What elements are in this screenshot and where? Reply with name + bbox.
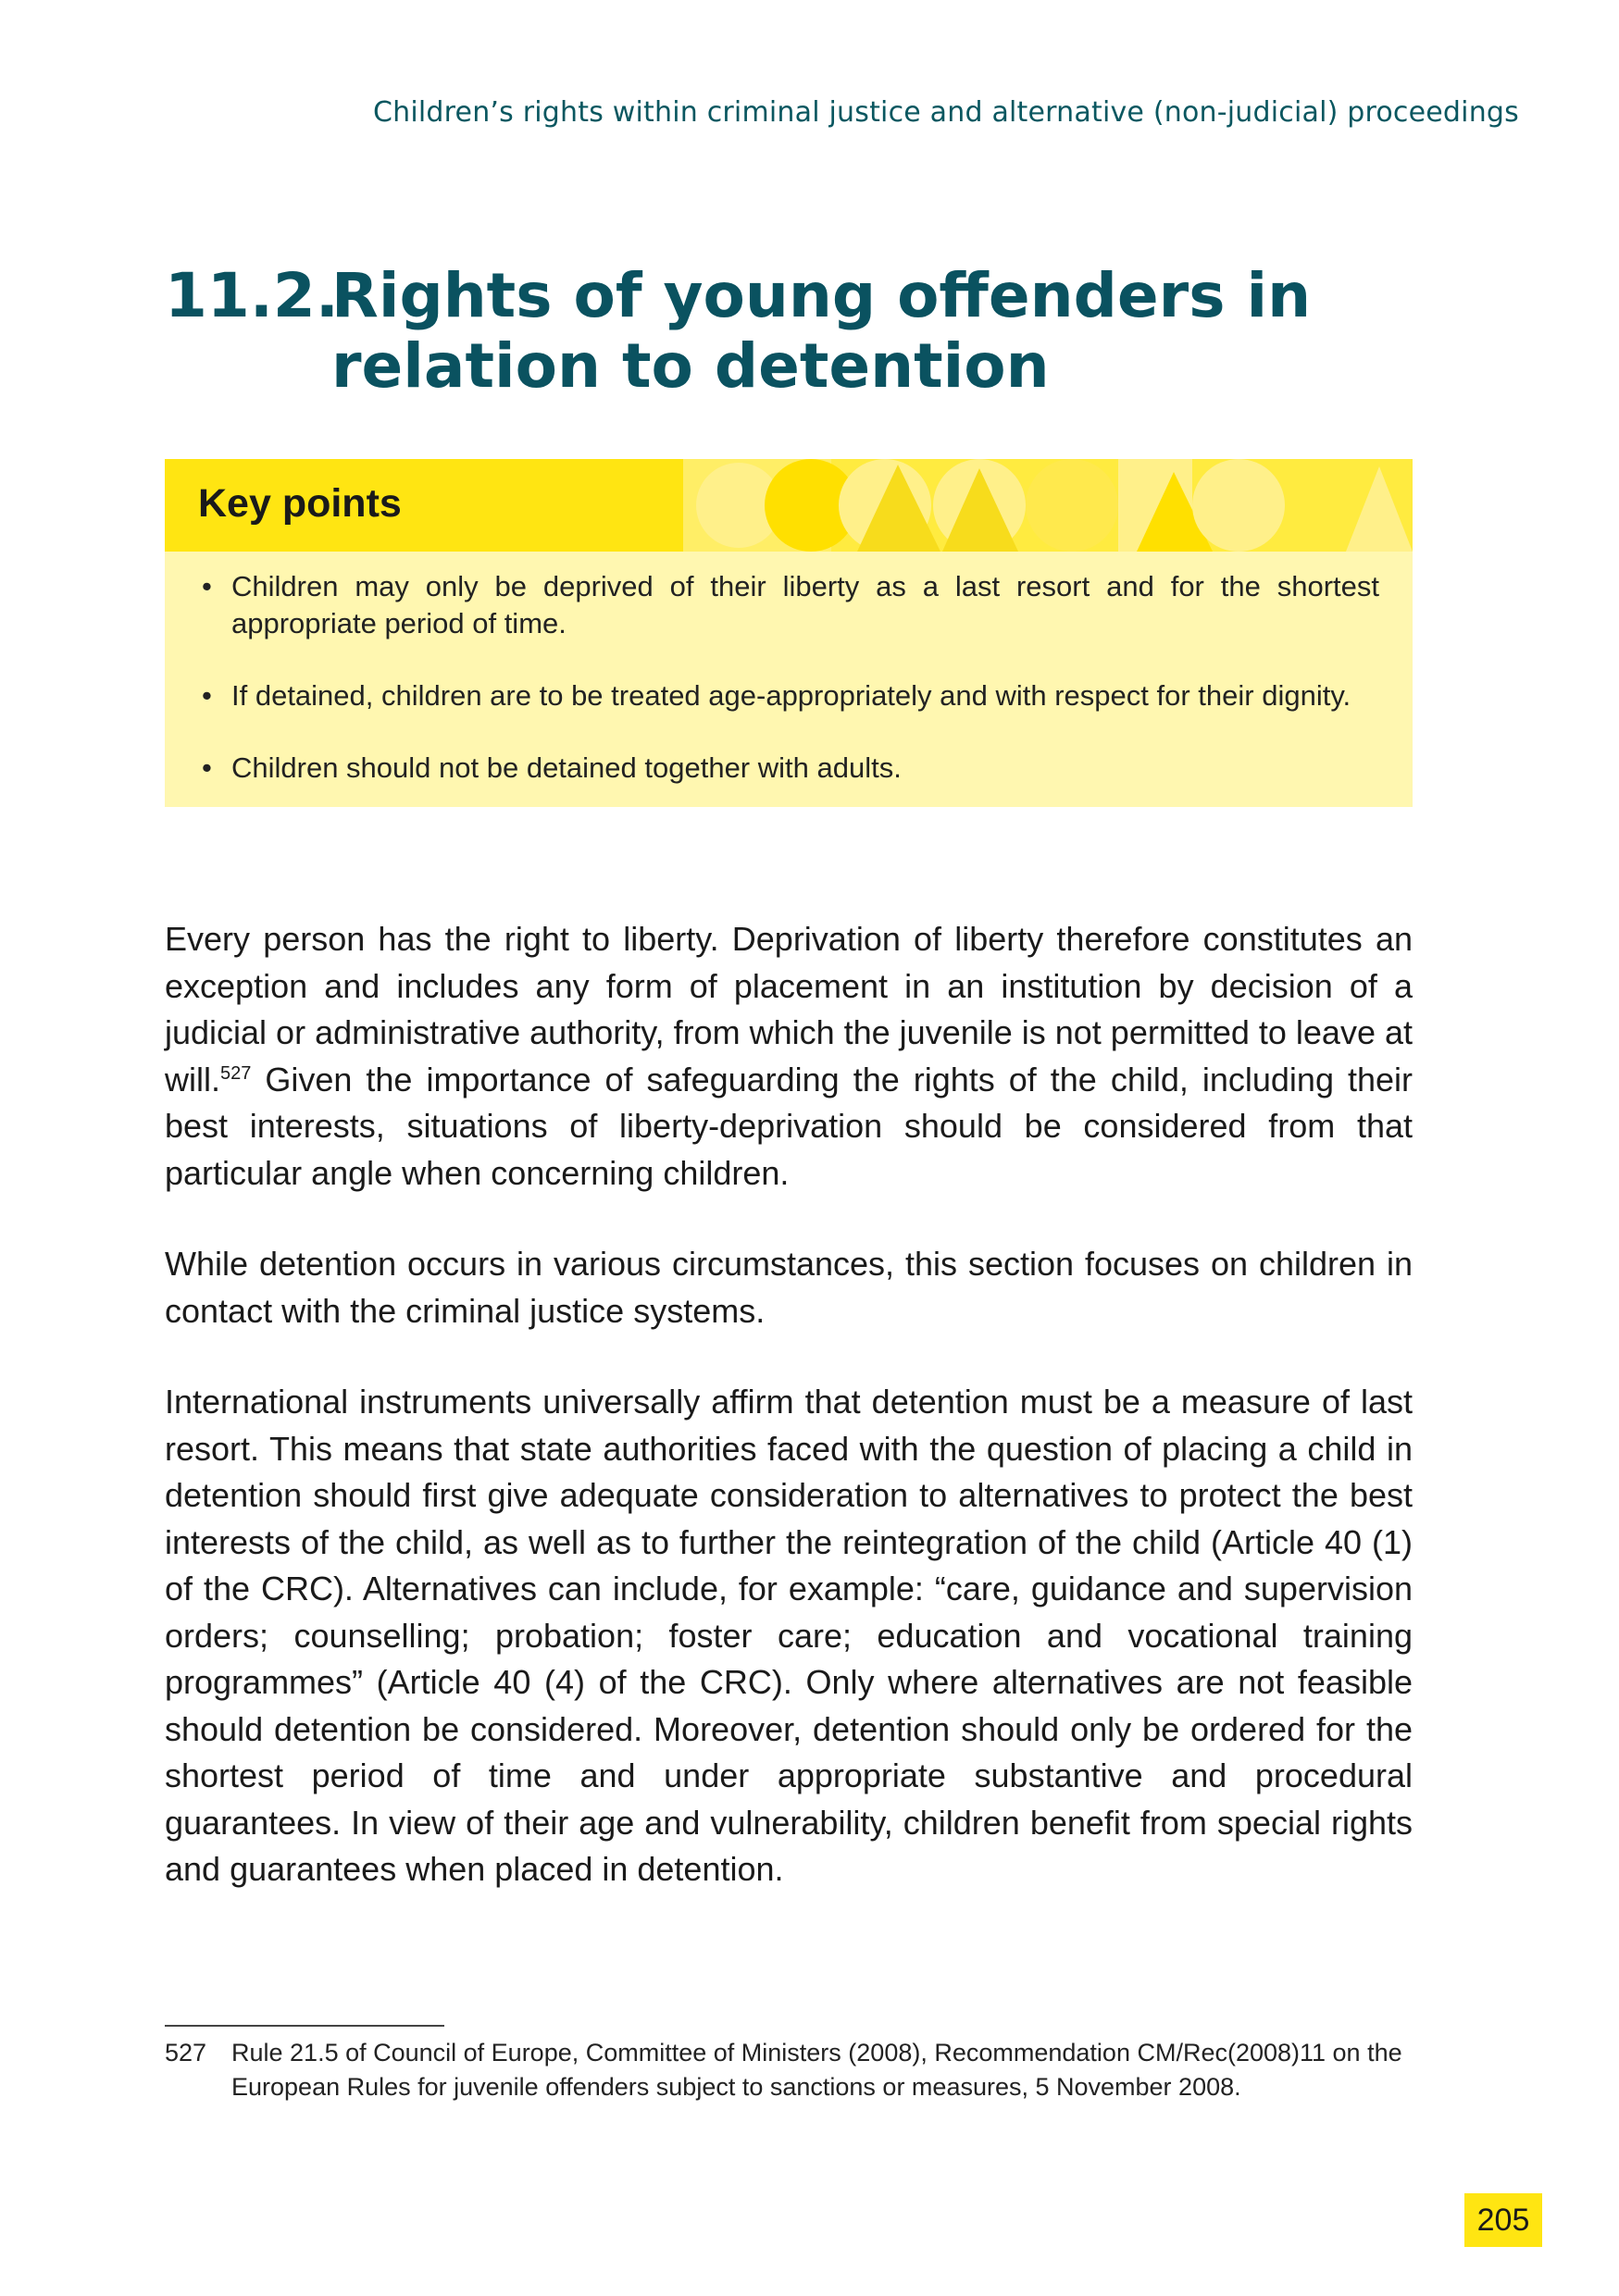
decorative-shapes-pattern [683, 459, 1413, 552]
pattern-circle [1192, 459, 1285, 552]
key-points-header [165, 459, 1413, 552]
key-point-text: If detained, children are to be treated age-appropriately and with respect for their dignity. [231, 679, 1351, 712]
footnote-number: 527 [165, 2039, 207, 2066]
key-points-box [165, 459, 1413, 807]
bullet-icon: • [202, 751, 212, 784]
running-header: Children’s rights within criminal justice and alternative (non-judicial) proceedings [373, 96, 1519, 129]
key-points-body [165, 552, 1413, 807]
section-title: Rights of young offenders in relation to detention [331, 260, 1312, 402]
paragraph-text: Given the importance of safeguarding the rights of the child, including their best interests, situations of liberty-deprivation should be considered from that particular angle when concerning children. [165, 1060, 1413, 1192]
key-point-item [198, 750, 1379, 787]
bullet-icon: • [202, 679, 212, 712]
key-points-list [198, 568, 1379, 787]
paragraph-text: Every person has the right to liberty. Deprivation of liberty therefore constitutes an exception and includes any form of placement in an institution by decision of a judicial or administrative authority, from which the juvenile is not permitted to leave at will. [165, 920, 1413, 1098]
key-point-item [198, 568, 1379, 642]
section-number: 11.2. [165, 260, 339, 331]
page-number: 205 [1464, 2193, 1542, 2247]
body-text [165, 916, 1413, 1938]
body-paragraph: While detention occurs in various circumstances, this section focuses on children in contact with the criminal justice systems. [165, 1245, 1413, 1330]
pattern-circle [1026, 459, 1118, 552]
footnote-divider [165, 2025, 444, 2027]
footnote-text: Rule 21.5 of Council of Europe, Committee of Ministers (2008), Recommendation CM/Rec(2008)11 on the European Rules for juvenile offenders subject to sanctions or measures, 5 November 2008. [231, 2039, 1402, 2101]
key-points-heading: Key points [198, 481, 402, 526]
key-point-text: Children may only be deprived of their liberty as a last resort and for the shortest appropriate period of time. [231, 570, 1379, 639]
footnote-reference[interactable]: 527 [220, 1062, 252, 1084]
key-point-item [198, 677, 1379, 714]
bullet-icon: • [202, 570, 212, 602]
body-paragraph [165, 916, 1413, 1197]
body-paragraph: International instruments universally affirm that detention must be a measure of last resort. This means that state authorities faced with the question of placing a child in detention should first give adequate consideration to alternatives to protect the best interests of the child, as well as to further the reintegration of the child (Article 40 (1) of the CRC). Alternatives can include, for example: “care, guidance and supervision orders; counselling; probation; foster care; education and vocational training programmes” (Article 40 (4) of the CRC). Only where alternatives are not feasible should detention be considered. Moreover, detention should only be ordered for the shortest period of time and under appropriate substantive and procedural guarantees. In view of their age and vulnerability, children benefit from special rights and guarantees when placed in detention. [165, 1383, 1413, 1888]
key-point-text: Children should not be detained together with adults. [231, 751, 902, 784]
